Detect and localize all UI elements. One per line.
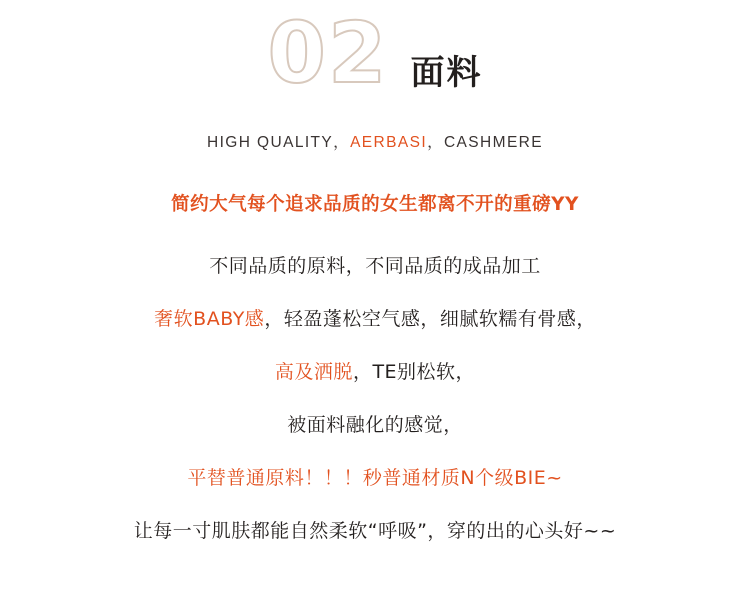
copy-line-4 [0,360,750,383]
latin-subtitle-suffix: ，CASHMERE [427,134,544,151]
copy-line-5: 被面料融化的感觉， [287,413,463,436]
copy-line-3-accent: 奢软BABY感 [154,307,265,330]
copy-line-3-rest: ，轻盈蓬松空气感，细腻软糯有骨感， [264,307,596,330]
copy-line-3 [0,307,750,330]
brand-name: AERBASI [350,134,428,151]
page-title: 面料 [410,52,483,93]
copy-line-4-accent: 高及洒脱 [274,360,353,383]
latin-subtitle-prefix: HIGH QUALITY， [206,134,351,151]
section-header [0,0,750,102]
copy-line-7: 让每一寸肌肤都能自然柔软“呼吸”，穿的出的心头好~~ [133,519,617,542]
section-number: 02 [267,4,389,102]
body-copy [0,196,750,541]
copy-line-2: 不同品质的原料，不同品质的成品加工 [209,254,541,277]
copy-line-4-rest: ，TE别松软， [352,360,476,383]
latin-subtitle [0,130,750,152]
copy-line-6: 平替普通原料！！！秒普通材质N个级BIE~ [187,466,563,489]
copy-headline: 简约大气每个追求品质的女生都离不开的重磅YY [171,194,579,215]
